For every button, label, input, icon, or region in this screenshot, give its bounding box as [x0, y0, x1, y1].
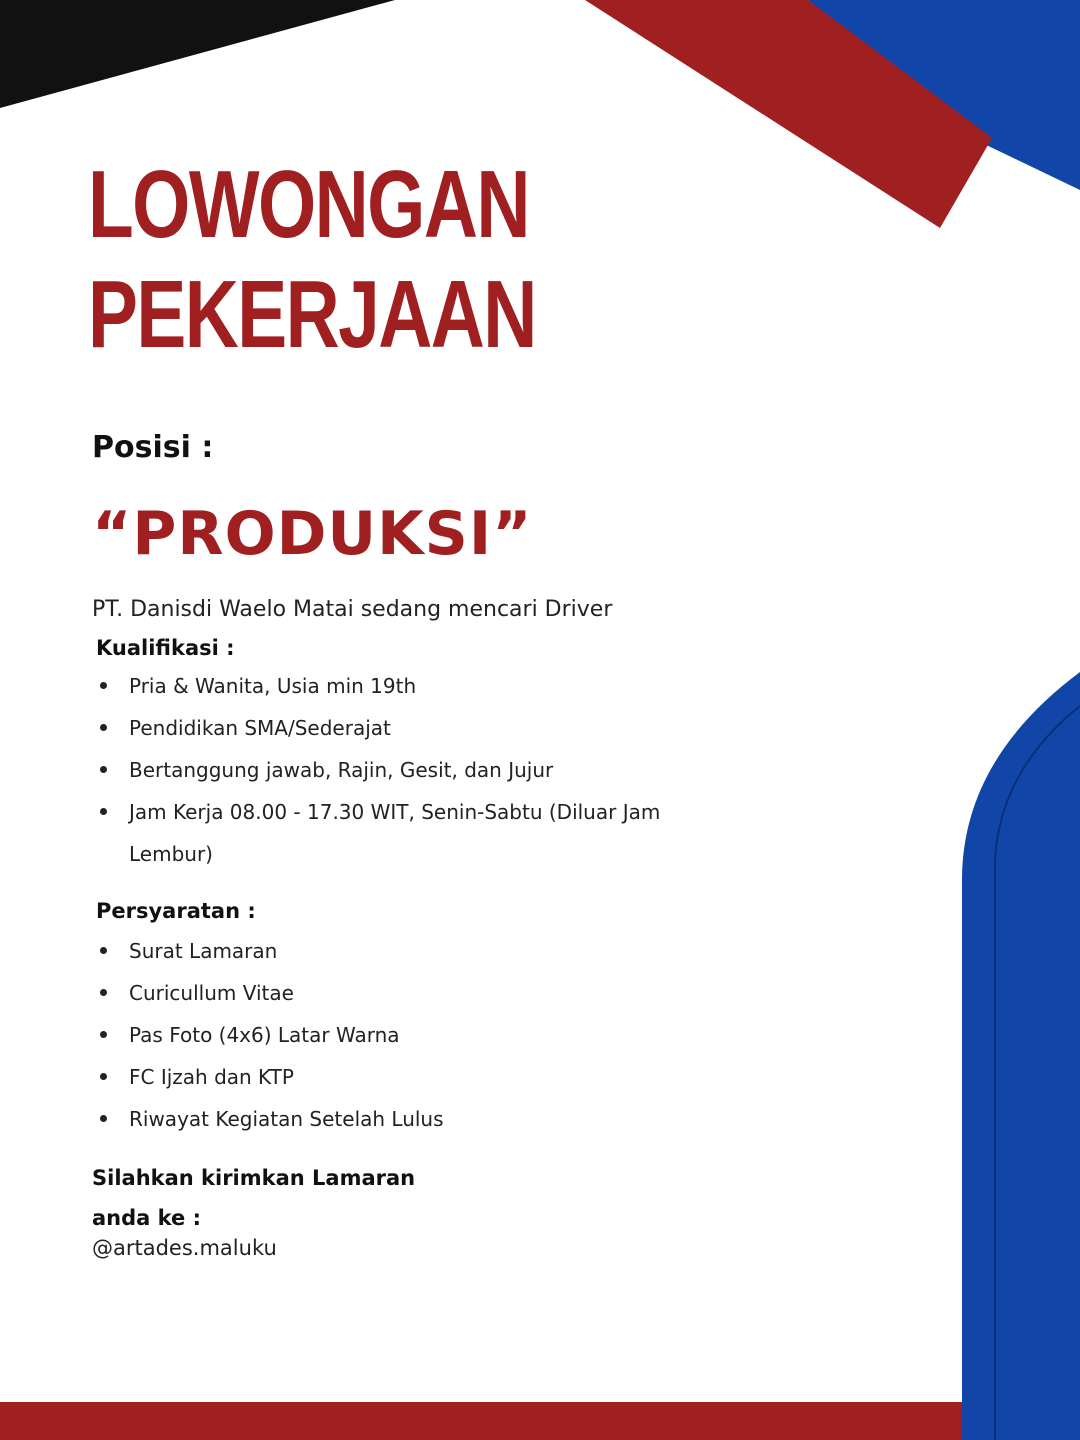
position-value: “PRODUKSI” [92, 499, 533, 569]
headline-line-1: LOWONGAN [88, 151, 529, 258]
contact-handle: @artades.maluku [92, 1236, 277, 1260]
qualifications-title: Kualifikasi : [96, 636, 235, 660]
headline [88, 150, 536, 370]
list-item: Surat Lamaran [98, 930, 738, 972]
list-item: FC Ijzah dan KTP [98, 1056, 738, 1098]
call-to-action [92, 1158, 415, 1238]
cta-line-1: Silahkan kirimkan Lamaran [92, 1166, 416, 1190]
list-item: Pas Foto (4x6) Latar Warna [98, 1014, 738, 1056]
list-item: Jam Kerja 08.00 - 17.30 WIT, Senin-Sabtu (Diluar Jam Lembur) [98, 791, 738, 875]
intro-text: PT. Danisdi Waelo Matai sedang mencari Driver [92, 597, 613, 622]
list-item: Riwayat Kegiatan Setelah Lulus [98, 1098, 738, 1140]
requirements-list [98, 930, 738, 1140]
list-item: Curicullum Vitae [98, 972, 738, 1014]
qualifications-list [98, 665, 738, 875]
list-item: Pria & Wanita, Usia min 19th [98, 665, 738, 707]
requirements-title: Persyaratan : [96, 899, 256, 923]
cta-line-2: anda ke : [92, 1206, 201, 1230]
list-item: Pendidikan SMA/Sederajat [98, 707, 738, 749]
list-item: Bertanggung jawab, Rajin, Gesit, dan Jujur [98, 749, 738, 791]
headline-line-2: PEKERJAAN [88, 261, 536, 368]
position-label: Posisi : [92, 430, 214, 465]
